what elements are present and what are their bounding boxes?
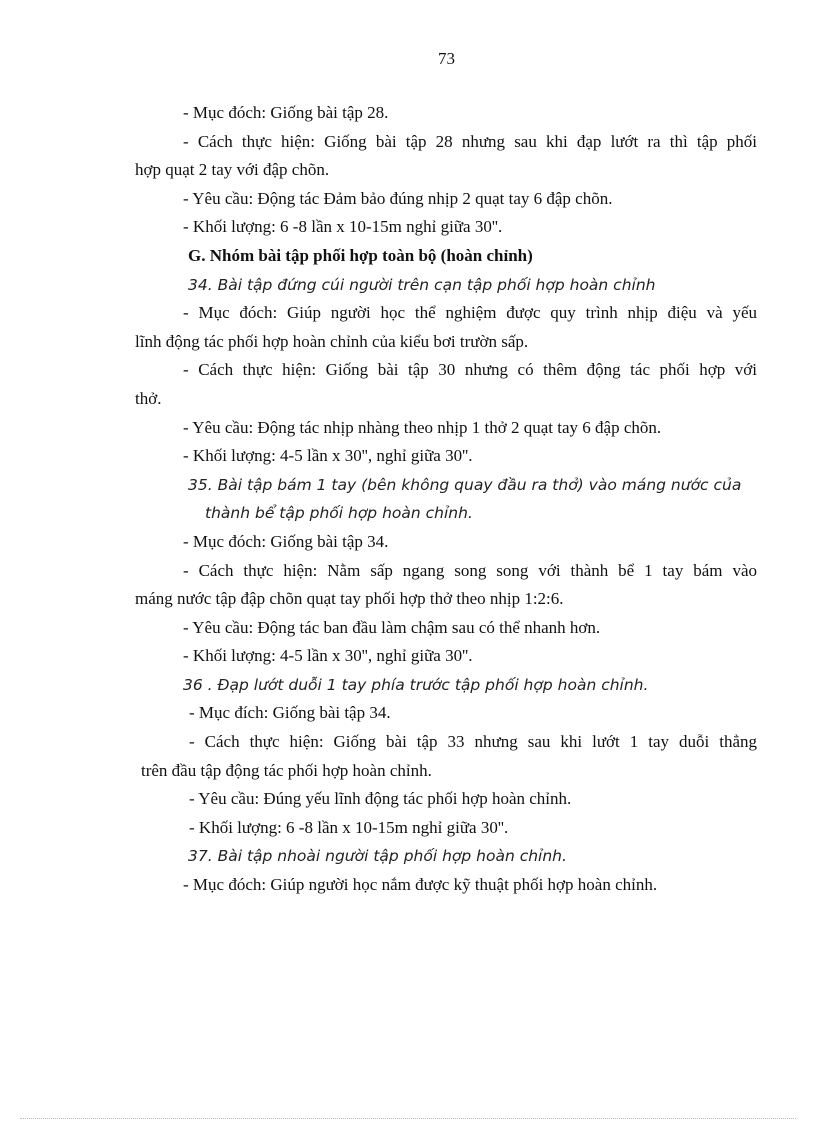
text-line: máng nước tập đập chõn quạt tay phối hợp thở theo nhịp 1:2:6. xyxy=(135,589,564,609)
exercise-title: 36 . Đạp lướt duỗi 1 tay phía trước tập phối hợp hoàn chỉnh. xyxy=(183,675,649,694)
text-line: trên đầu tập động tác phối hợp hoàn chỉnh. xyxy=(141,760,432,780)
text-line: thở. xyxy=(135,388,162,408)
text-line: - Mục đóch: Giúp người học thể nghiệm được quy trình nhịp điệu và yếu xyxy=(183,303,757,323)
exercise-title-continued: thành bể tập phối hợp hoàn chỉnh. xyxy=(205,504,473,523)
text-line: hợp quạt 2 tay với đập chõn. xyxy=(135,160,330,180)
text-line: - Mục đích: Giống bài tập 34. xyxy=(189,703,391,723)
text-line: - Cách thực hiện: Nằm sấp ngang song song với thành bể 1 tay bám vào xyxy=(183,560,757,580)
text-line: - Khối lượng: 6 -8 lần x 10-15m nghỉ giữa 30''. xyxy=(183,217,503,237)
text-line: - Yêu cầu: Đúng yếu lĩnh động tác phối hợp hoàn chỉnh. xyxy=(189,789,572,809)
text-line: - Khối lượng: 6 -8 lần x 10-15m nghỉ giữa 30''. xyxy=(189,817,509,837)
text-line: - Yêu cầu: Động tác nhịp nhàng theo nhịp 1 thở 2 quạt tay 6 đập chõn. xyxy=(183,417,662,437)
text-line: - Yêu cầu: Động tác Đảm bảo đúng nhịp 2 quạt tay 6 đập chõn. xyxy=(183,188,613,208)
text-line: - Mục đóch: Giúp người học nắm được kỹ thuật phối hợp hoàn chỉnh. xyxy=(183,875,658,895)
exercise-title: 34. Bài tập đứng cúi người trên cạn tập phối hợp hoàn chỉnh xyxy=(188,275,656,294)
section-heading: G. Nhóm bài tập phối hợp toàn bộ (hoàn chỉnh) xyxy=(188,245,533,265)
text-line: - Cách thực hiện: Giống bài tập 28 nhưng sau khi đạp lướt ra thì tập phối xyxy=(183,131,757,151)
text-line: - Yêu cầu: Động tác ban đầu làm chậm sau có thể nhanh hơn. xyxy=(183,617,601,637)
text-line: - Cách thực hiện: Giống bài tập 30 nhưng có thêm động tác phối hợp với xyxy=(183,360,757,380)
page-number: 73 xyxy=(438,49,455,68)
text-line: - Cách thực hiện: Giống bài tập 33 nhưng sau khi lướt 1 tay duỗi thẳng xyxy=(189,732,757,752)
text-line: lĩnh động tác phối hợp hoàn chỉnh của kiểu bơi trườn sấp. xyxy=(135,331,529,351)
text-line: - Khối lượng: 4-5 lần x 30'', nghỉ giữa 30''. xyxy=(183,646,473,666)
text-line: - Mục đóch: Giống bài tập 28. xyxy=(183,103,389,122)
exercise-title: 37. Bài tập nhoài người tập phối hợp hoàn chỉnh. xyxy=(188,847,567,866)
text-line: - Mục đóch: Giống bài tập 34. xyxy=(183,531,389,551)
text-line: - Khối lượng: 4-5 lần x 30'', nghỉ giữa 30''. xyxy=(183,446,473,466)
exercise-title: 35. Bài tập bám 1 tay (bên không quay đầu ra thở) vào máng nước của xyxy=(188,475,742,494)
page-body xyxy=(135,99,757,900)
page-bottom-rule xyxy=(20,1118,796,1119)
